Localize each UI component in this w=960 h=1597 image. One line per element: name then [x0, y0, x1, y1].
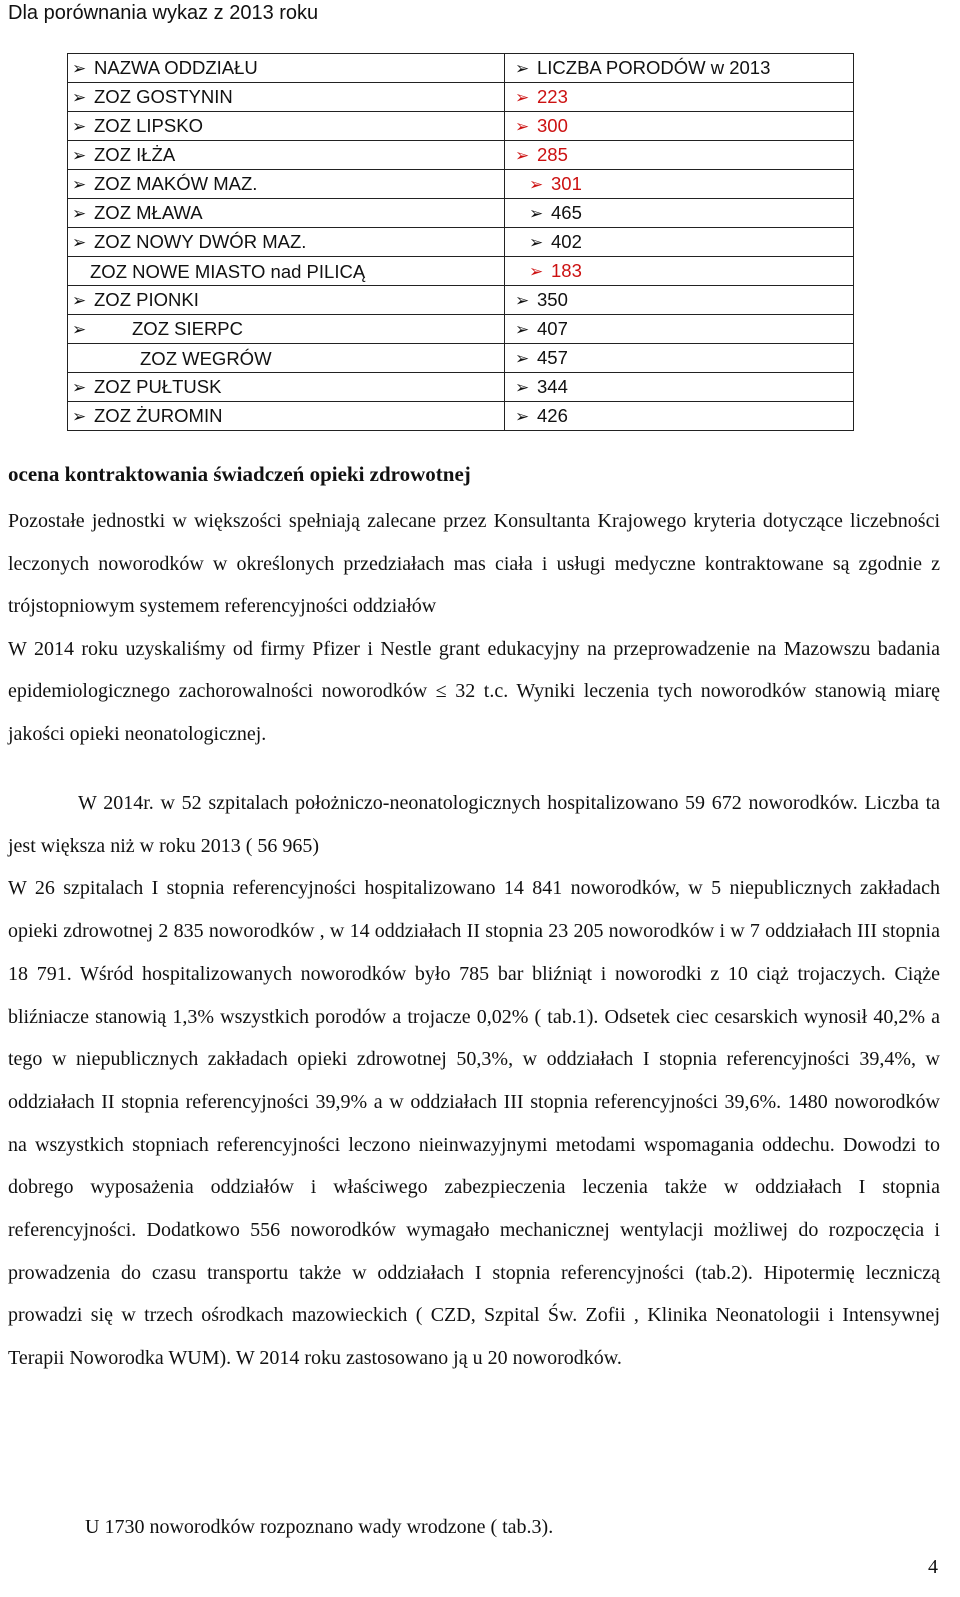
table-row — [68, 199, 854, 228]
arrow-bullet-icon: ➢ — [529, 175, 544, 194]
table-row — [68, 315, 854, 344]
arrow-bullet-icon: ➢ — [515, 378, 530, 397]
row-count: 285 — [537, 144, 568, 165]
row-count: 183 — [551, 260, 582, 281]
row-name: ZOZ PUŁTUSK — [94, 376, 222, 397]
arrow-bullet-icon: ➢ — [72, 204, 87, 223]
header-count: LICZBA PORODÓW w 2013 — [537, 57, 771, 78]
row-count: 301 — [551, 173, 582, 194]
row-count: 402 — [551, 231, 582, 252]
section-title: ocena kontraktowania świadczeń opieki zdrowotnej — [8, 462, 471, 486]
table-row — [68, 228, 854, 257]
arrow-bullet-icon: ➢ — [515, 291, 530, 310]
row-count: 426 — [537, 405, 568, 426]
arrow-bullet-icon: ➢ — [515, 349, 530, 368]
paragraph: W 26 szpitalach I stopnia referencyjności hospitalizowano 14 841 noworodków, w 5 niepublicznych zakładach opieki zdrowotnej 2 835 noworodków , w 14 oddziałach II stopnia 23 205 noworodków i w 7 oddziałach III stopnia 18 791. Wśród hospitalizowanych noworodków było 785 bar bliźniąt i noworodki z 10 ciąż trojaczych. Ciąże bliźniacze stanowią 1,3% wszystkich porodów a trojacze 0,02% ( tab.1). Odsetek ciec cesarskich wynosił 40,2% a tego w niepublicznych zakładach opieki zdrowotnej 50,3%, w oddziałach I stopnia referencyjności 39,4%, w oddziałach II stopnia referencyjności 39,9% a w oddziałach III stopnia referencyjności 39,6%. 1480 noworodków na wszystkich stopniach referencyjności leczono nieinwazyjnymi metodami wspomagania oddechu. Dowodzi to dobrego wyposażenia oddziałów i właściwego zabezpieczenia leczenia także w oddziałach I stopnia referencyjności. Dodatkowo 556 noworodków wymagało mechanicznej wentylacji możliwej do rozpoczęcia i prowadzenia do czasu transportu także w oddziałach I stopnia referencyjności (tab.2). Hipotermię leczniczą prowadzi się w trzech ośrodkach mazowieckich ( CZD, Szpital Św. Zofii , Klinika Neonatologii i Intensywnej Terapii Noworodka WUM). W 2014 roku zastosowano ją u 20 noworodków. — [8, 877, 940, 1370]
table-row — [68, 170, 854, 199]
arrow-bullet-icon: ➢ — [515, 88, 530, 107]
text-block-main — [8, 782, 940, 1380]
births-table — [67, 53, 854, 431]
row-count: 223 — [537, 86, 568, 107]
row-count: 344 — [537, 376, 568, 397]
paragraph: W 2014r. w 52 szpitalach położniczo-neonatologicznych hospitalizowano 59 672 noworodków. Liczba ta jest większa niż w roku 2013 ( 56 965) — [8, 792, 940, 857]
arrow-bullet-icon: ➢ — [515, 407, 530, 426]
table-row — [68, 344, 854, 373]
arrow-bullet-icon: ➢ — [72, 59, 87, 78]
table-row — [68, 257, 854, 286]
arrow-bullet-icon: ➢ — [529, 233, 544, 252]
row-name: ZOZ MAKÓW MAZ. — [94, 173, 258, 194]
row-name: ZOZ PIONKI — [94, 289, 199, 310]
row-name: ZOZ WEGRÓW — [140, 347, 272, 369]
arrow-bullet-icon: ➢ — [72, 117, 87, 136]
row-name: ZOZ LIPSKO — [94, 115, 203, 136]
table-row — [68, 402, 854, 431]
table-row — [68, 373, 854, 402]
arrow-bullet-icon: ➢ — [72, 407, 87, 426]
row-name: ZOZ ŻUROMIN — [94, 405, 223, 426]
row-count: 407 — [537, 318, 568, 339]
arrow-bullet-icon: ➢ — [72, 291, 87, 310]
arrow-bullet-icon: ➢ — [72, 146, 87, 165]
table-row — [68, 141, 854, 170]
arrow-bullet-icon: ➢ — [515, 320, 530, 339]
row-name: ZOZ MŁAWA — [94, 202, 203, 223]
paragraph: W 2014 roku uzyskaliśmy od firmy Pfizer i Nestle grant edukacyjny na przeprowadzenie na Mazowszu badania epidemiologicznego zachorowalności noworodków ≤ 32 t.c. Wyniki leczenia tych noworodków stanowią miarę jakości opieki neonatologicznej. — [8, 637, 940, 745]
table-row — [68, 286, 854, 315]
row-name: ZOZ IŁŻA — [94, 144, 176, 165]
row-count: 350 — [537, 289, 568, 310]
arrow-bullet-icon: ➢ — [529, 262, 544, 281]
arrow-bullet-icon: ➢ — [72, 175, 87, 194]
row-name: ZOZ GOSTYNIN — [94, 86, 233, 107]
table-header-row — [68, 54, 854, 83]
row-count: 457 — [537, 347, 568, 368]
arrow-bullet-icon: ➢ — [529, 204, 544, 223]
arrow-bullet-icon: ➢ — [72, 320, 87, 339]
row-name: ZOZ NOWY DWÓR MAZ. — [94, 231, 307, 252]
text-block-top — [8, 500, 940, 755]
arrow-bullet-icon: ➢ — [72, 88, 87, 107]
row-name: ZOZ NOWE MIASTO nad PILICĄ — [90, 260, 366, 282]
table-row — [68, 112, 854, 141]
arrow-bullet-icon: ➢ — [515, 59, 530, 78]
page-heading: Dla porównania wykaz z 2013 roku — [8, 2, 319, 24]
page-number: 4 — [928, 1556, 938, 1578]
arrow-bullet-icon: ➢ — [72, 233, 87, 252]
arrow-bullet-icon: ➢ — [515, 146, 530, 165]
paragraph: Pozostałe jednostki w większości spełniają zalecane przez Konsultanta Krajowego kryteria dotyczące liczebności leczonych noworodków w określonych przedziałach mas ciała i usługi medyczne kontraktowane są zgodnie z trójstopniowym systemem referencyjności oddziałów — [8, 510, 940, 617]
paragraph: U 1730 noworodków rozpoznano wady wrodzone ( tab.3). — [85, 1516, 554, 1538]
header-name: NAZWA ODDZIAŁU — [94, 57, 258, 78]
table-row — [68, 83, 854, 112]
row-count: 465 — [551, 202, 582, 223]
arrow-bullet-icon: ➢ — [72, 378, 87, 397]
row-name: ZOZ SIERPC — [132, 318, 244, 339]
row-count: 300 — [537, 115, 568, 136]
arrow-bullet-icon: ➢ — [515, 117, 530, 136]
